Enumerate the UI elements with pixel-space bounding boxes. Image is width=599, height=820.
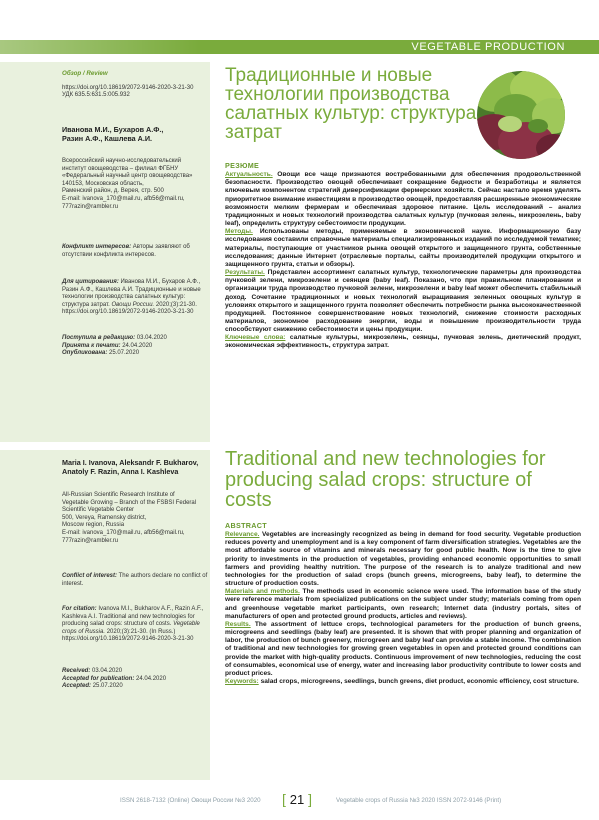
keywords-en-label: Keywords: bbox=[225, 677, 259, 685]
sidebar-ru-meta bbox=[62, 70, 208, 100]
page-bracket-open: [ bbox=[282, 791, 286, 807]
abstract-en bbox=[225, 522, 581, 686]
date-label: Received: bbox=[62, 668, 91, 674]
page-footer bbox=[0, 793, 599, 809]
authors-ru-line2: Разин А.Ф., Кашлева А.И. bbox=[62, 134, 153, 144]
conflict-ru bbox=[62, 244, 208, 259]
page-number bbox=[282, 791, 312, 807]
citation-ru-journal: Овощи России. bbox=[111, 301, 155, 308]
authors-en-line2: Anatoly F. Razin, Anna I. Kashleva bbox=[62, 467, 179, 477]
methods-ru-label: Методы. bbox=[225, 228, 253, 236]
conflict-en bbox=[62, 573, 208, 588]
citation-en-text-a: Ivanova M.I., Bukharov A.F., Razin A.F., Kashleva A.I. Traditional and new technologies for producing salad crops: structure of costs. bbox=[62, 606, 204, 628]
affiliation-line: Vegetable Growing – Branch of the FSBSI Federal bbox=[62, 499, 197, 506]
footer-issn-online: ISSN 2618-7132 (Online) Овощи России №3 2020 bbox=[120, 797, 261, 804]
citation-en-text-b[interactable]: 2020;(3):21-30. (In Russ.) https://doi.org/10.18619/2072-9146-2020-3-21-30 bbox=[62, 628, 194, 643]
relevance-en-text: Vegetables are increasingly recognized as being in demand for food security. Vegetable production reduces poverty and unemployment and is a key component of farm diversification strategies. Vegetables are the most affordable source of vitamins and minerals necessary for good public health. Now is the time to give priority to investments in the production of vegetables, providing enhanced economic opportunities to small farmers and providing healthy nutrition. The purpose of the research is to analyze traditional and new technologies for the production of salad crops (bunch greens, microgreens, baby leaf), to determine the structure of production costs. bbox=[225, 531, 581, 588]
date-value: 03.04.2020 bbox=[136, 335, 167, 341]
affiliation-line: 500, Vereya, Ramensky district, bbox=[62, 514, 147, 521]
affiliation-line: Всероссийский научно-исследовательский bbox=[62, 158, 182, 164]
keywords-ru-text: салатные культуры, микрозелень, сеянцы, пучковая зелень, диетический продукт, экономическая эффективность, структура затрат. bbox=[225, 334, 581, 350]
date-value: 24.04.2020 bbox=[122, 342, 153, 349]
dates-ru bbox=[62, 335, 208, 358]
keywords-ru-label: Ключевые слова: bbox=[225, 334, 286, 342]
methods-en-label: Materials and methods. bbox=[225, 588, 300, 596]
conflict-en-text: The authors declare no conflict of interest. bbox=[62, 573, 208, 587]
article-title-en: Traditional and new technologies for producing salad crops: structure of costs bbox=[225, 448, 546, 511]
results-ru-text: Представлен ассортимент салатных культур, технологические параметры для производства пучковой зелени, микрозелени и сеянцев (baby leaf). Показано, что при правильном планировании и организации труда производство пучковой зелени, микрозелени и baby leaf может обеспечить стабильный доход. Сочетание традиционных и новых технологий выращивания зеленных овощных культур в условиях открытого и защищенного грунта позволяет обеспечить потребности рынка высококачественной продукцией. Постоянное совершенствование новых технологий, снижение стоимости расходных материалов, экономное расходование энергии, воды и повышение производительности труда способствуют снижению себестоимости и цены продукции. bbox=[225, 269, 581, 334]
section-title: VEGETABLE PRODUCTION bbox=[411, 41, 565, 53]
citation-ru-text-a: Иванова М.И., Бухаров А.Ф., Разин А.Ф., Кашлева А.И. Традиционные и новые технологии производства салатных культур: структура затрат. bbox=[62, 279, 201, 308]
affiliation-line: «Федеральный научный центр овощеводства» bbox=[62, 173, 193, 180]
date-value: 25.07.2020 bbox=[109, 350, 140, 357]
conflict-ru-text: Авторы заявляют об отсутствии конфликта интересов. bbox=[62, 244, 190, 258]
relevance-en-label: Relevance. bbox=[225, 531, 260, 539]
affiliation-line[interactable]: E-mail: ivanova_170@mail.ru, afb56@mail.ru, bbox=[62, 529, 185, 536]
affiliation-line[interactable]: E-mail: ivanova_170@mail.ru, afb56@mail.ru, bbox=[62, 195, 185, 202]
page-bracket-close: ] bbox=[308, 791, 313, 807]
affiliation-line: Scientific Vegetable Center bbox=[62, 507, 135, 514]
date-value: 24.04.2020 bbox=[136, 675, 167, 682]
date-label: Accepted for publication: bbox=[62, 675, 135, 682]
page-number-value: 21 bbox=[289, 792, 305, 807]
affiliation-line: All-Russian Scientific Research Institute of bbox=[62, 492, 175, 498]
relevance-ru-text: Овощи все чаще признаются востребованными для обеспечения продовольственной безопасности. Производство овощей обеспечивает сокращение бедности и безработицы и является ключевым компонентом стратегий диверсификации фермерских хозяйств. Сейчас настало время уделять приоритетное внимание инвестициям в производство овощей, предоставляя расширенные экономические возможности мелким фермерам и обеспечивая здоровое питание. Цель исследований – анализ традиционных и новых технологий производства салатных культур (пучковая зелень, микрозелень, baby leaf), определить структуру себестоимости продукции. bbox=[225, 171, 581, 228]
sidebar-en-authors bbox=[62, 458, 208, 477]
methods-en-text: The methods used in economic science were used. The information base of the study were reference materials from specialized publications on the subject under study; materials coming from open and greenhouse vegetable market participants, own research; Internet data (industry portals, sites of manufacturers of open and protected ground products, articles and reviews). bbox=[225, 588, 581, 620]
journal-banner bbox=[0, 0, 599, 56]
citation-ru-text-b[interactable]: 2020;(3):21-30. https://doi.org/10.18619/2072-9146-2020-3-21-30 bbox=[62, 301, 197, 316]
affiliation-line: Moscow region, Russia bbox=[62, 522, 125, 529]
udk-code: УДК 635.5:631.5:005.932 bbox=[62, 92, 130, 99]
results-en-label: Results. bbox=[225, 620, 251, 628]
conflict-en-label: Conflict of interest: bbox=[62, 573, 117, 579]
abstract-ru-heading: РЕЗЮМЕ bbox=[225, 161, 260, 170]
results-ru-label: Результаты. bbox=[225, 269, 265, 277]
sidebar-ru-authors bbox=[62, 125, 208, 144]
affiliation-line: 140153, Московская область, bbox=[62, 180, 144, 187]
article-title-ru: Традиционные и новые технологии производства салатных культур: структура затрат bbox=[225, 65, 477, 143]
date-label: Accepted: bbox=[62, 683, 92, 690]
date-label: Принята к печати: bbox=[62, 342, 121, 349]
date-value: 25.07.2020 bbox=[92, 683, 123, 690]
doi-link[interactable]: https://doi.org/10.18619/2072-9146-2020-3-21-30 bbox=[62, 84, 194, 91]
abstract-ru bbox=[225, 162, 581, 351]
methods-ru-text: Использованы методы, применяемые в экономической науке. Информационную базу исследования составили справочные материалы специализированных изданий по исследуемой тематике; материалы, поступающие от участников рынка овощей открытого и защищенного грунта, собственные исследования; данные Интернет (отраслевые порталы, сайты производителей продукции открытого и защищенного грунта, статьи и обзоры). bbox=[225, 228, 581, 268]
affiliation-line[interactable]: 777razin@rambler.ru bbox=[62, 537, 119, 544]
affiliation-line: Раменский район, д. Верея, стр. 500 bbox=[62, 188, 164, 195]
citation-en-journal: Vegetable crops of Russia. bbox=[62, 621, 200, 635]
abstract-en-heading: ABSTRACT bbox=[225, 521, 267, 530]
date-label: Поступила в редакцию: bbox=[62, 335, 136, 341]
citation-en-label: For citation: bbox=[62, 606, 97, 612]
conflict-ru-label: Конфликт интересов: bbox=[62, 244, 132, 250]
date-label: Опубликована: bbox=[62, 350, 108, 357]
article-type: Обзор / Review bbox=[62, 70, 108, 77]
footer-issn-print: Vegetable crops of Russia №3 2020 ISSN 2072-9146 (Print) bbox=[336, 797, 502, 804]
affiliation-line[interactable]: 777razin@rambler.ru bbox=[62, 203, 119, 210]
citation-en bbox=[62, 606, 208, 644]
lettuce-photo bbox=[476, 70, 566, 160]
affiliation-en bbox=[62, 492, 208, 545]
authors-ru-line1: Иванова М.И., Бухаров А.Ф., bbox=[62, 125, 164, 134]
citation-ru-label: Для цитирования: bbox=[62, 279, 119, 285]
date-value: 03.04.2020 bbox=[92, 668, 123, 674]
keywords-en-text: salad crops, microgreens, seedlings, bunch greens, diet product, economic efficiency, cost structure. bbox=[260, 677, 579, 685]
dates-en bbox=[62, 668, 208, 691]
affiliation-ru bbox=[62, 158, 208, 211]
banner-fade bbox=[0, 40, 200, 54]
results-en-text: The assortment of lettuce crops, technological parameters for the production of bunch greens, microgreens and seedlings (baby leaf) are presented. It is shown that with proper planning and organization of labor, the production of bunch greenery, microgreen and baby leaf can provide a stable income. The combination of traditional and new technologies for growing green vegetables in open and protected ground conditions can provide the market with high-quality products. Continuous improvement of new technologies, reducing the cost of consumables, economical use of energy, water and increasing labor productivity contribute to lower costs and product prices. bbox=[225, 620, 581, 677]
relevance-ru-label: Актуальность. bbox=[225, 171, 273, 179]
affiliation-line: институт овощеводства – филиал ФГБНУ bbox=[62, 165, 179, 172]
citation-ru bbox=[62, 279, 208, 317]
authors-en-line1: Maria I. Ivanova, Aleksandr F. Bukharov, bbox=[62, 458, 199, 467]
